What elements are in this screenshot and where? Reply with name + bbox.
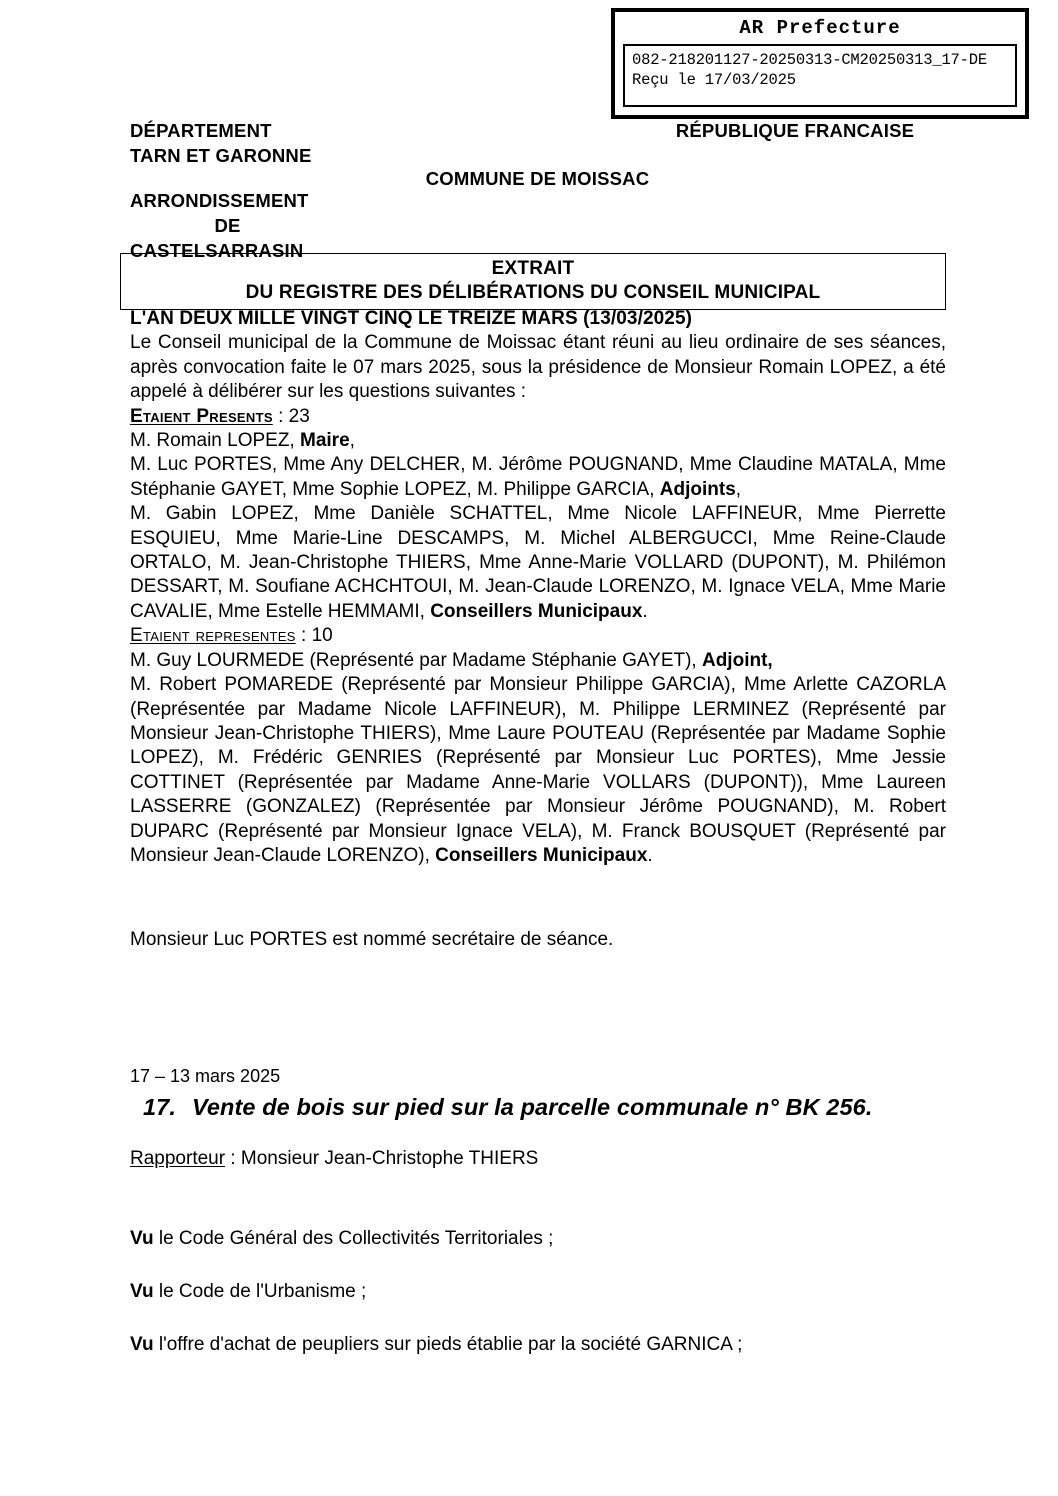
deliberation-title-line: [143, 1094, 1033, 1121]
deliberation-number: 17.: [143, 1094, 176, 1120]
vu-clause-1: [130, 1228, 946, 1250]
conseillers-role: Conseillers Municipaux: [430, 600, 643, 622]
ar-stamp-reference: 082-218201127-20250313-CM20250313_17-DE: [632, 51, 987, 69]
maire-name: M. Romain LOPEZ,: [130, 430, 300, 452]
convocation-paragraph: Le Conseil municipal de la Commune de Moissac étant réuni au lieu ordinaire de ses séances, après convocation faite le 07 mars 2025, sous la présidence de Monsieur Romain LOPEZ, a été appelé à délibérer sur les questions suivantes :: [130, 332, 946, 403]
session-body: [130, 307, 946, 868]
representes-separator: :: [295, 625, 312, 647]
representes-conseillers-line: [130, 673, 946, 868]
extrait-line-2: DU REGISTRE DES DÉLIBÉRATIONS DU CONSEIL MUNICIPAL: [245, 281, 821, 303]
representes-count: 10: [311, 625, 333, 647]
department-name: TARN ET GARONNE: [130, 144, 312, 166]
department-block: [130, 119, 312, 169]
vu-prefix: Vu: [130, 1281, 154, 1302]
vu-clause-2-text: le Code de l'Urbanisme ;: [153, 1281, 367, 1302]
arrondissement-label: ARRONDISSEMENT: [130, 190, 309, 211]
commune-heading: COMMUNE DE MOISSAC: [425, 168, 650, 189]
vu-prefix: Vu: [130, 1334, 154, 1355]
presents-heading: [130, 405, 946, 429]
arrondissement-de: DE: [214, 214, 241, 236]
presents-separator: :: [272, 405, 289, 427]
presents-count: 23: [288, 405, 310, 427]
maire-role: Maire: [300, 430, 350, 452]
conseillers-names: M. Gabin LOPEZ, Mme Danièle SCHATTEL, Mme Nicole LAFFINEUR, Mme Pierrette ESQUIEU, Mme Marie-Line DESCAMPS, M. Michel ALBERGUCCI, Mme Reine-Claude ORTALO, M. Jean-Christophe THIERS, Mme Anne-Marie VOLLARD (DUPONT), M. Philémon DESSART, M. Soufiane ACHCHTOUI, M. Jean-Claude LORENZO, M. Ignace VELA, Mme Marie CAVALIE, Mme Estelle HEMMAMI,: [130, 503, 946, 622]
presents-label: Etaient Presents: [130, 405, 273, 427]
ar-prefecture-stamp: [611, 8, 1029, 119]
adjoints-trailing: ,: [735, 478, 742, 500]
adjoints-names: M. Luc PORTES, Mme Any DELCHER, M. Jérôme POUGNAND, Mme Claudine MATALA, Mme Stéphanie GAYET, Mme Sophie LOPEZ, M. Philippe GARCIA,: [130, 454, 946, 500]
rapporteur-label: Rapporteur: [130, 1148, 226, 1169]
department-label: DÉPARTEMENT: [130, 120, 272, 141]
representes-label: Etaient representes: [130, 625, 296, 647]
vu-clause-list: [130, 1228, 946, 1387]
conseillers-trailing: .: [642, 600, 648, 622]
representes-conseillers-names: M. Robert POMAREDE (Représenté par Monsieur Philippe GARCIA), Mme Arlette CAZORLA (Représentée par Madame Nicole LAFFINEUR), M. Philippe LERMINEZ (Représenté par Monsieur Jean-Christophe THIERS), Mme Laure POUTEAU (Représentée par Madame Sophie LOPEZ), M. Frédéric GENRIES (Représenté par Monsieur Luc PORTES), Mme Jessie COTTINET (Représentée par Madame Anne-Marie VOLLARS (DUPONT)), Mme Laureen LASSERRE (GONZALEZ) (Représentée par Monsieur Jérôme POUGNAND), M. Robert DUPARC (Représenté par Monsieur Ignace VELA), M. Franck BOUSQUET (Représenté par Monsieur Jean-Claude LORENZO),: [130, 674, 946, 866]
adjoints-role: Adjoints: [659, 478, 736, 500]
vu-clause-3: [130, 1334, 946, 1356]
presents-adjoints-line: [130, 453, 946, 502]
ar-stamp-received-date: Reçu le 17/03/2025: [632, 70, 796, 89]
maire-trailing: ,: [349, 430, 355, 452]
vu-clause-2: [130, 1281, 946, 1303]
rapporteur-value: : Monsieur Jean-Christophe THIERS: [225, 1148, 539, 1169]
presents-maire-line: [130, 429, 946, 453]
arrondissement-name: CASTELSARRASIN: [130, 239, 304, 261]
representes-adjoint-role: Adjoint,: [701, 649, 773, 671]
representes-conseillers-trailing: .: [647, 844, 653, 866]
republique-francaise-heading: RÉPUBLIQUE FRANCAISE: [675, 120, 915, 141]
deliberation-title: Vente de bois sur pied sur la parcelle communale n° BK 256.: [191, 1094, 873, 1120]
vu-clause-1-text: le Code Général des Collectivités Territoriales ;: [153, 1228, 554, 1249]
vu-prefix: Vu: [130, 1228, 154, 1249]
rapporteur-line: [130, 1148, 538, 1170]
presents-conseillers-line: [130, 502, 946, 624]
extrait-line-1: EXTRAIT: [491, 258, 575, 279]
vu-clause-3-text: l'offre d'achat de peupliers sur pieds établie par la société GARNICA ;: [153, 1334, 743, 1355]
representes-heading: [130, 624, 946, 648]
representes-adjoint-line: [130, 649, 946, 673]
ar-stamp-body: [623, 44, 1017, 107]
secretary-line: Monsieur Luc PORTES est nommé secrétaire de séance.: [130, 929, 614, 950]
representes-adjoint-names: M. Guy LOURMEDE (Représenté par Madame Stéphanie GAYET),: [130, 649, 702, 671]
deliberation-reference: 17 – 13 mars 2025: [130, 1066, 281, 1086]
session-date-heading: L'AN DEUX MILLE VINGT CINQ LE TREIZE MARS (13/03/2025): [130, 308, 693, 329]
ar-stamp-title: AR Prefecture: [739, 17, 901, 39]
representes-conseillers-role: Conseillers Municipaux: [435, 844, 648, 866]
extrait-box: [120, 253, 946, 310]
